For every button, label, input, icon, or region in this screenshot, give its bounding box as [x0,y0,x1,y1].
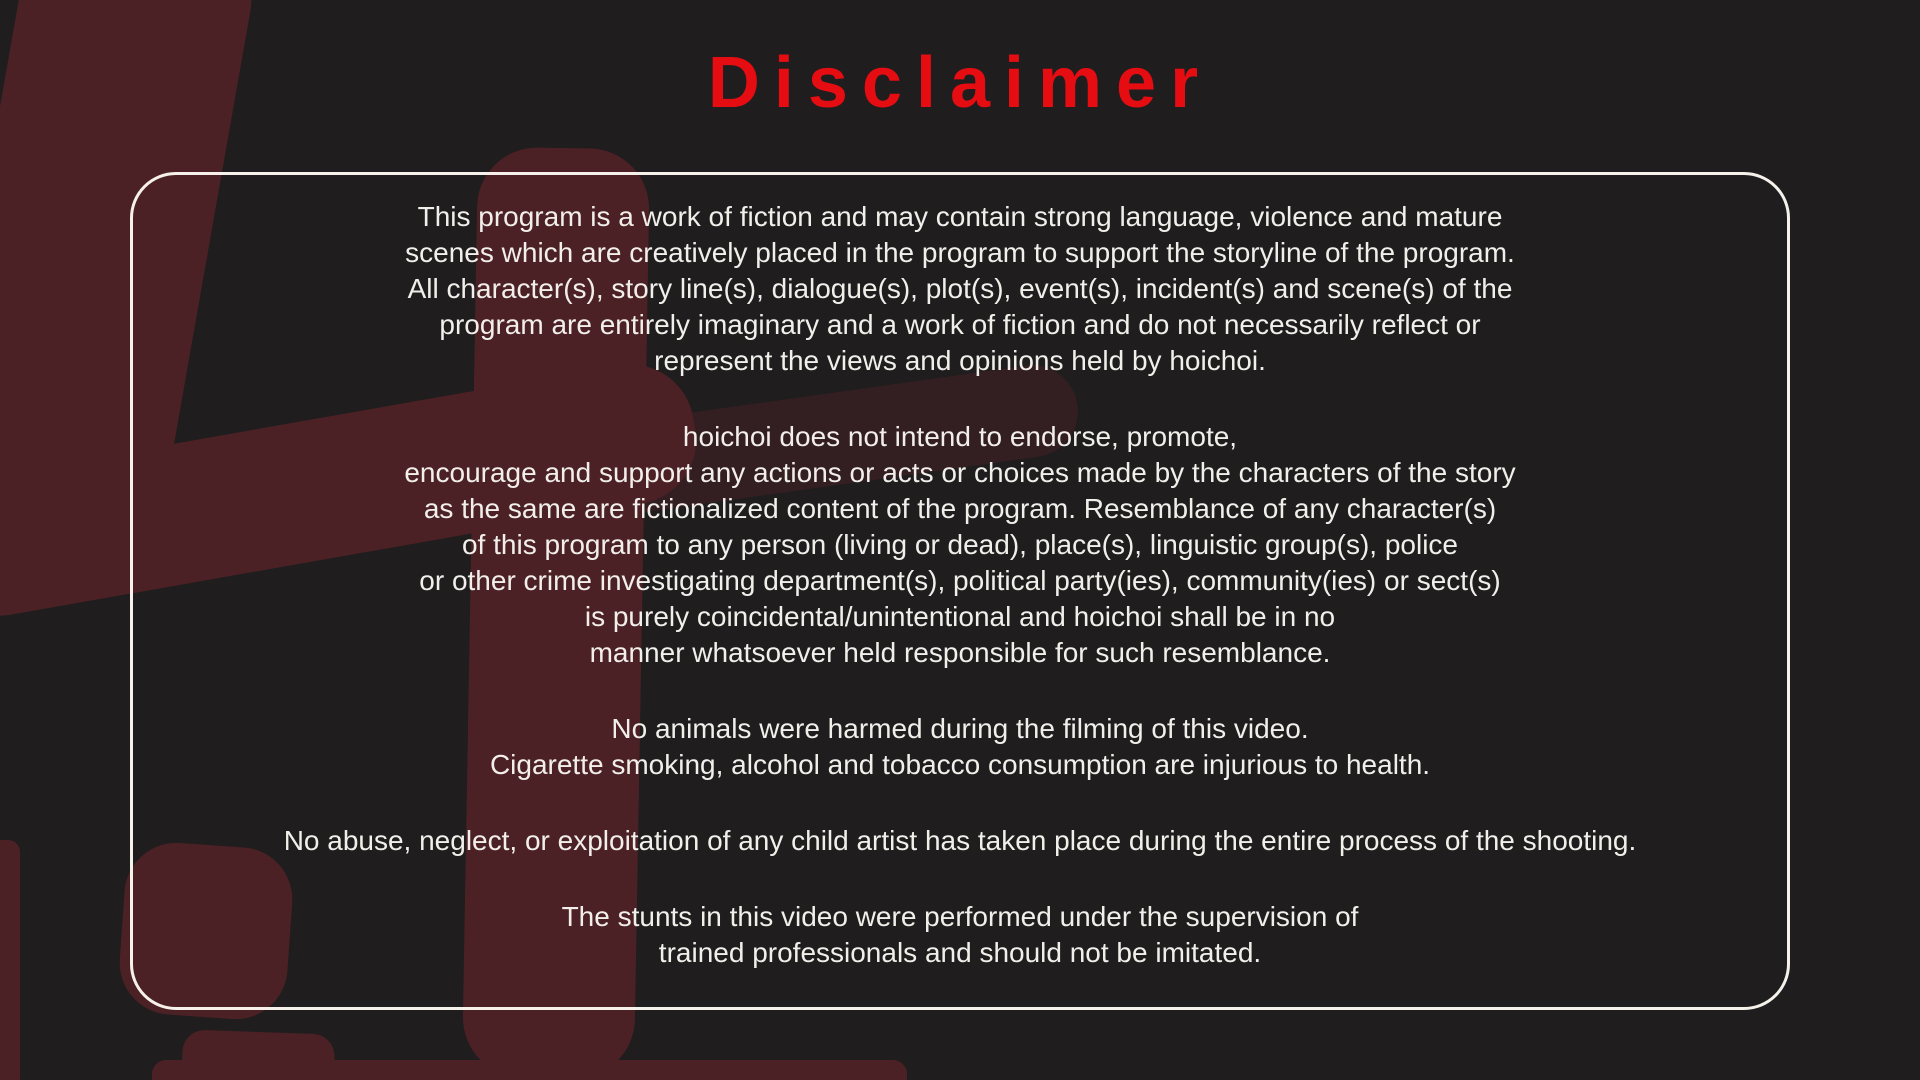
disclaimer-line: trained professionals and should not be imitated. [658,937,1262,968]
disclaimer-line: scenes which are creatively placed in the program to support the storyline of the program. [405,237,1515,268]
disclaimer-line: This program is a work of fiction and may contain strong language, violence and mature [417,201,1503,232]
disclaimer-line: The stunts in this video were performed under the supervision of [561,901,1359,932]
disclaimer-panel [130,172,1790,1010]
disclaimer-paragraph [133,823,1787,859]
disclaimer-line: No abuse, neglect, or exploitation of any child artist has taken place during the entire process of the shooting. [283,825,1637,856]
disclaimer-line: hoichoi does not intend to endorse, promote, [682,421,1238,452]
disclaimer-line: of this program to any person (living or dead), place(s), linguistic group(s), police [461,529,1458,560]
watermark-shape [0,840,20,1080]
disclaimer-paragraph [133,419,1787,671]
disclaimer-line: represent the views and opinions held by hoichoi. [654,345,1266,376]
disclaimer-paragraph [133,199,1787,379]
disclaimer-line: program are entirely imaginary and a work of fiction and do not necessarily reflect or [439,309,1481,340]
disclaimer-line: is purely coincidental/unintentional and hoichoi shall be in no [584,601,1336,632]
watermark-shape [152,1060,907,1080]
page-title: Disclaimer [707,43,1213,123]
disclaimer-line: as the same are fictionalized content of the program. Resemblance of any character(s) [423,493,1497,524]
disclaimer-paragraph [133,899,1787,971]
disclaimer-line: All character(s), story line(s), dialogue(s), plot(s), event(s), incident(s) and scene(s) of the [407,273,1513,304]
disclaimer-line: encourage and support any actions or acts or choices made by the characters of the story [404,457,1516,488]
disclaimer-line: manner whatsoever held responsible for such resemblance. [589,637,1331,668]
disclaimer-line: No animals were harmed during the filming of this video. [611,713,1309,744]
disclaimer-line: or other crime investigating department(s), political party(ies), community(ies) or sect(s) [419,565,1501,596]
disclaimer-text [133,199,1787,971]
disclaimer-paragraph [133,711,1787,783]
disclaimer-line: Cigarette smoking, alcohol and tobacco consumption are injurious to health. [489,749,1431,780]
